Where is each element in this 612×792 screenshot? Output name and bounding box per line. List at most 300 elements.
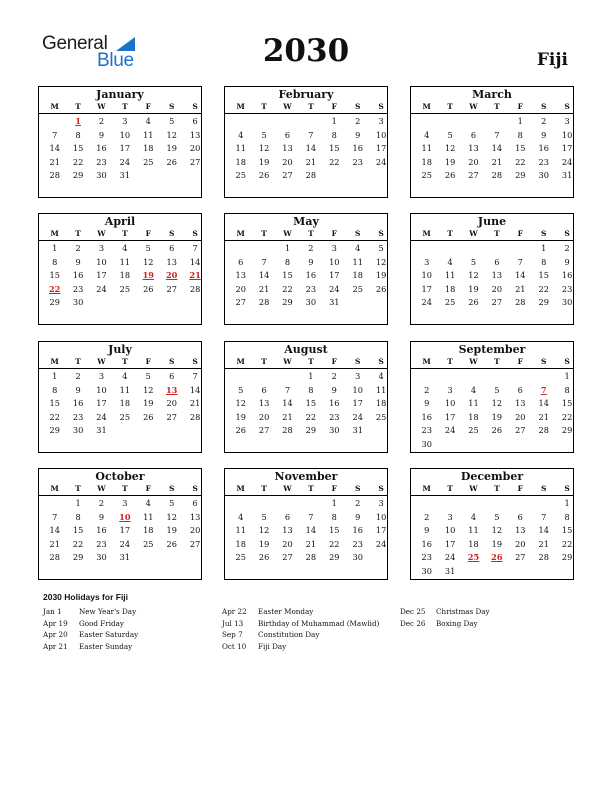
day-cell: 12 <box>491 398 503 409</box>
day-cell: 17 <box>96 398 107 409</box>
day-cell: 26 <box>491 425 503 436</box>
weekday-label: T <box>494 484 500 493</box>
day-cell: 4 <box>355 243 361 253</box>
day-cell: 15 <box>538 270 549 281</box>
day-cell: 9 <box>564 256 570 267</box>
day-cell: 9 <box>541 129 547 140</box>
weekday-label: S <box>168 229 175 238</box>
day-cell: 24 <box>96 411 107 422</box>
holiday-day-cell: 10 <box>119 511 131 522</box>
day-cell: 6 <box>517 511 523 522</box>
day-cell: 3 <box>98 243 105 253</box>
day-cell: 21 <box>258 283 270 294</box>
day-cell: 7 <box>52 129 58 140</box>
weekday-label: T <box>261 102 267 111</box>
day-cell: 18 <box>143 525 154 536</box>
day-cell: 5 <box>494 511 500 522</box>
day-cell: 10 <box>352 384 363 395</box>
day-cell: 17 <box>119 525 131 536</box>
day-cell: 14 <box>515 270 526 281</box>
day-cell: 10 <box>375 511 387 522</box>
day-cell: 10 <box>329 256 340 267</box>
day-cell: 8 <box>331 129 337 140</box>
day-cell: 15 <box>49 398 60 409</box>
holiday-name: New Year's Day <box>79 607 137 616</box>
day-cell: 25 <box>143 538 154 549</box>
day-cell: 12 <box>258 143 270 154</box>
day-cell: 4 <box>470 511 477 522</box>
month-title: February <box>278 88 334 101</box>
day-cell: 3 <box>98 371 105 381</box>
day-cell: 9 <box>75 256 81 267</box>
weekday-label: F <box>331 357 337 366</box>
day-cell: 28 <box>49 170 60 181</box>
day-cell: 11 <box>235 525 246 536</box>
weekday-label: T <box>122 484 128 493</box>
day-cell: 2 <box>75 371 81 381</box>
day-cell: 3 <box>564 116 570 126</box>
day-cell: 25 <box>119 411 131 422</box>
weekday-label: T <box>447 357 453 366</box>
weekday-label: F <box>517 229 523 238</box>
day-cell: 26 <box>258 170 270 181</box>
day-cell: 2 <box>355 498 361 508</box>
day-cell: 12 <box>143 384 154 395</box>
month-may <box>224 213 388 325</box>
day-cell: 29 <box>72 170 84 181</box>
holiday-name: Boxing Day <box>436 618 478 628</box>
day-cell: 18 <box>375 398 387 409</box>
day-cell: 14 <box>491 143 503 154</box>
day-cell: 16 <box>305 270 317 281</box>
day-cell: 4 <box>447 256 453 267</box>
month-september <box>410 341 574 453</box>
day-cell: 29 <box>515 170 526 181</box>
month-february <box>224 86 388 198</box>
weekday-label: T <box>75 229 81 238</box>
weekday-label: S <box>564 102 570 111</box>
weekday-label: T <box>494 229 500 238</box>
day-cell: 16 <box>421 411 432 422</box>
day-cell: 18 <box>421 156 432 167</box>
weekday-label: S <box>168 102 175 111</box>
day-cell: 8 <box>308 384 314 395</box>
day-cell: 1 <box>308 371 314 381</box>
month-title: November <box>274 470 338 483</box>
day-cell: 17 <box>119 143 131 154</box>
day-cell: 22 <box>72 156 84 167</box>
day-cell: 13 <box>491 270 503 281</box>
calendar-year: 2030 <box>262 33 350 69</box>
weekday-label: S <box>192 484 198 493</box>
day-cell: 30 <box>421 439 432 449</box>
day-cell: 14 <box>305 525 317 536</box>
day-cell: 13 <box>189 129 201 140</box>
weekday-label: T <box>447 484 453 493</box>
day-cell: 20 <box>515 538 526 549</box>
day-cell: 27 <box>189 156 201 167</box>
weekday-label: T <box>494 357 500 366</box>
month-title: April <box>104 215 136 228</box>
holiday-date: Apr 20 <box>43 630 68 639</box>
day-cell: 10 <box>561 129 573 140</box>
day-cell: 19 <box>235 411 246 422</box>
day-cell: 17 <box>444 538 456 549</box>
day-cell: 9 <box>424 525 430 536</box>
day-cell: 22 <box>329 538 340 549</box>
day-cell: 8 <box>52 256 58 267</box>
day-cell: 9 <box>98 129 105 140</box>
day-cell: 18 <box>119 398 131 409</box>
day-cell: 30 <box>96 170 107 181</box>
day-cell: 28 <box>189 411 201 422</box>
day-cell: 27 <box>235 297 246 308</box>
weekday-label: M <box>50 484 59 493</box>
day-cell: 27 <box>189 538 201 549</box>
weekday-label: W <box>283 484 292 493</box>
day-cell: 11 <box>143 511 154 522</box>
weekday-label: T <box>122 357 128 366</box>
day-cell: 4 <box>122 371 128 381</box>
day-cell: 18 <box>468 411 479 422</box>
day-cell: 25 <box>421 170 432 181</box>
day-cell: 14 <box>258 270 270 281</box>
day-cell: 24 <box>421 297 432 308</box>
weekday-label: W <box>97 229 106 238</box>
day-cell: 30 <box>352 552 363 563</box>
day-cell: 27 <box>166 283 177 294</box>
day-cell: 27 <box>282 170 293 181</box>
weekday-header <box>411 356 573 369</box>
month-december <box>410 468 574 580</box>
day-cell: 13 <box>258 398 270 409</box>
day-cell: 11 <box>375 384 387 395</box>
day-cell: 3 <box>122 498 128 508</box>
day-cell: 31 <box>444 566 456 576</box>
holiday-name: Good Friday <box>79 618 124 628</box>
day-cell: 29 <box>49 425 60 436</box>
day-cell: 2 <box>541 116 547 126</box>
day-cell: 28 <box>49 552 60 563</box>
day-cell: 5 <box>470 256 477 267</box>
day-cell: 13 <box>282 143 293 154</box>
day-cell: 23 <box>96 538 107 549</box>
day-cell: 2 <box>98 498 105 508</box>
day-cell: 19 <box>491 538 503 549</box>
weekday-label: F <box>145 229 151 238</box>
day-cell: 6 <box>192 498 198 508</box>
day-cell: 27 <box>515 552 526 563</box>
day-cell: 20 <box>258 411 270 422</box>
day-cell: 1 <box>331 498 337 508</box>
day-cell: 13 <box>282 525 293 536</box>
day-cell: 24 <box>329 283 340 294</box>
day-cell: 13 <box>515 398 526 409</box>
day-cell: 28 <box>258 297 270 308</box>
day-cell: 28 <box>282 425 293 436</box>
day-cell: 27 <box>166 411 177 422</box>
month-title: July <box>108 343 132 356</box>
day-cell: 1 <box>564 498 570 508</box>
day-cell: 17 <box>329 270 340 281</box>
weekday-label: S <box>378 357 384 366</box>
day-cell: 13 <box>189 511 201 522</box>
day-cell: 11 <box>143 129 154 140</box>
weekday-label: T <box>75 484 81 493</box>
day-cell: 5 <box>447 129 453 140</box>
day-cell: 21 <box>491 156 503 167</box>
day-cell: 2 <box>564 243 570 253</box>
day-cell: 29 <box>49 297 60 308</box>
weekday-label: W <box>469 357 478 366</box>
day-cell: 21 <box>538 411 549 422</box>
day-cell: 28 <box>189 283 201 294</box>
weekday-label: T <box>261 484 267 493</box>
day-cell: 26 <box>258 552 270 563</box>
weekday-label: F <box>517 484 523 493</box>
weekday-header <box>39 356 201 369</box>
day-cell: 15 <box>329 143 340 154</box>
holiday-day-cell: 20 <box>165 270 178 281</box>
day-cell: 8 <box>75 511 81 522</box>
holiday-name: Easter Sunday <box>79 641 133 651</box>
weekday-label: T <box>308 102 314 111</box>
day-cell: 1 <box>517 116 523 126</box>
day-cell: 17 <box>561 143 573 154</box>
day-cell: 2 <box>424 511 430 522</box>
day-cell: 1 <box>52 243 58 253</box>
day-cell: 24 <box>119 156 131 167</box>
day-cell: 22 <box>538 283 549 294</box>
day-cell: 25 <box>468 425 479 436</box>
month-march <box>410 86 574 198</box>
day-cell: 19 <box>166 143 177 154</box>
weekday-label: S <box>540 357 547 366</box>
weekday-label: M <box>236 484 245 493</box>
day-cell: 4 <box>145 116 151 126</box>
day-cell: 31 <box>96 425 107 436</box>
day-cell: 3 <box>378 116 384 126</box>
day-cell: 2 <box>75 243 81 253</box>
day-cell: 29 <box>282 297 293 308</box>
day-cell: 14 <box>49 143 60 154</box>
holiday-day-cell: 1 <box>75 116 81 126</box>
weekday-label: F <box>145 102 151 111</box>
day-cell: 4 <box>145 498 151 508</box>
day-cell: 13 <box>468 143 479 154</box>
day-cell: 16 <box>561 270 573 281</box>
day-cell: 2 <box>331 371 337 381</box>
day-cell: 27 <box>491 297 503 308</box>
day-cell: 25 <box>119 283 131 294</box>
weekday-label: T <box>261 229 267 238</box>
day-cell: 7 <box>192 243 198 253</box>
day-cell: 12 <box>444 143 456 154</box>
day-cell: 28 <box>538 425 549 436</box>
day-cell: 22 <box>49 411 60 422</box>
day-cell: 9 <box>331 384 337 395</box>
day-cell: 5 <box>238 384 244 395</box>
day-cell: 20 <box>491 283 503 294</box>
holiday-date: Apr 21 <box>43 641 68 651</box>
day-cell: 23 <box>72 411 84 422</box>
weekday-label: T <box>122 102 128 111</box>
day-cell: 20 <box>468 156 479 167</box>
day-cell: 3 <box>355 371 361 381</box>
day-cell: 14 <box>538 525 549 536</box>
day-cell: 23 <box>421 552 432 563</box>
day-cell: 31 <box>352 425 363 436</box>
day-cell: 13 <box>235 270 246 281</box>
month-title: August <box>284 343 328 356</box>
day-cell: 26 <box>143 411 154 422</box>
holiday-name: Fiji Day <box>258 641 287 651</box>
weekday-label: F <box>517 102 523 111</box>
weekday-label: F <box>145 484 151 493</box>
weekday-label: M <box>236 357 245 366</box>
day-cell: 8 <box>541 256 547 267</box>
day-cell: 17 <box>96 270 107 281</box>
day-cell: 11 <box>444 270 456 281</box>
day-cell: 20 <box>235 283 246 294</box>
day-cell: 9 <box>308 256 314 267</box>
day-cell: 6 <box>494 256 500 267</box>
day-cell: 1 <box>541 243 547 253</box>
weekday-label: S <box>378 102 384 111</box>
day-cell: 19 <box>143 398 154 409</box>
weekday-label: W <box>97 357 106 366</box>
day-cell: 1 <box>331 116 337 126</box>
day-cell: 17 <box>352 398 363 409</box>
day-cell: 20 <box>282 538 293 549</box>
day-cell: 21 <box>282 411 293 422</box>
day-cell: 17 <box>375 525 387 536</box>
day-cell: 12 <box>166 129 177 140</box>
day-cell: 29 <box>561 425 573 436</box>
weekday-label: W <box>283 357 292 366</box>
day-cell: 5 <box>494 384 500 395</box>
weekday-label: S <box>168 484 175 493</box>
weekday-label: S <box>540 229 547 238</box>
day-cell: 27 <box>258 425 270 436</box>
day-cell: 15 <box>561 525 573 536</box>
day-cell: 2 <box>424 384 430 395</box>
weekday-header <box>225 101 387 114</box>
weekday-label: T <box>494 102 500 111</box>
day-cell: 1 <box>52 371 58 381</box>
day-cell: 28 <box>305 552 317 563</box>
month-title: December <box>460 470 524 483</box>
weekday-label: T <box>75 102 81 111</box>
day-cell: 6 <box>192 116 198 126</box>
weekday-label: S <box>192 102 198 111</box>
day-cell: 22 <box>305 411 317 422</box>
brand-name-blue: Blue <box>97 50 134 71</box>
day-cell: 23 <box>561 283 573 294</box>
day-cell: 29 <box>72 552 84 563</box>
day-cell: 30 <box>305 297 317 308</box>
day-cell: 1 <box>284 243 291 253</box>
day-cell: 31 <box>329 297 340 308</box>
holiday-date: Sep 7 <box>222 630 243 639</box>
day-cell: 18 <box>235 538 246 549</box>
day-cell: 12 <box>143 256 154 267</box>
day-cell: 25 <box>444 297 456 308</box>
day-cell: 16 <box>538 143 549 154</box>
holiday-day-cell: 19 <box>142 270 154 281</box>
country-name: Fiji <box>536 50 568 70</box>
holiday-date: Oct 10 <box>222 641 247 651</box>
holiday-day-cell: 7 <box>540 384 547 395</box>
holiday-date: Dec 26 <box>400 618 426 628</box>
weekday-header <box>39 483 201 496</box>
weekday-label: T <box>308 484 314 493</box>
day-cell: 20 <box>189 143 201 154</box>
day-cell: 26 <box>166 156 177 167</box>
day-cell: 5 <box>145 371 151 381</box>
day-cell: 7 <box>308 511 314 522</box>
holiday-day-cell: 13 <box>165 384 178 395</box>
day-cell: 31 <box>119 170 131 181</box>
day-cell: 14 <box>305 143 317 154</box>
day-cell: 19 <box>444 156 456 167</box>
day-cell: 11 <box>352 256 363 267</box>
day-cell: 21 <box>538 538 549 549</box>
day-cell: 5 <box>261 129 267 140</box>
day-cell: 3 <box>378 498 384 508</box>
weekday-label: W <box>283 102 292 111</box>
day-cell: 23 <box>305 283 317 294</box>
day-cell: 14 <box>538 398 549 409</box>
day-cell: 11 <box>119 256 131 267</box>
day-cell: 30 <box>329 425 340 436</box>
day-cell: 8 <box>517 129 523 140</box>
day-cell: 29 <box>561 552 573 563</box>
day-cell: 15 <box>515 143 526 154</box>
day-cell: 24 <box>375 538 387 549</box>
day-cell: 21 <box>49 156 60 167</box>
day-cell: 22 <box>561 538 573 549</box>
day-cell: 2 <box>355 116 361 126</box>
day-cell: 18 <box>235 156 246 167</box>
day-cell: 30 <box>538 170 549 181</box>
day-cell: 26 <box>143 283 154 294</box>
day-cell: 15 <box>72 525 84 536</box>
day-cell: 15 <box>561 398 573 409</box>
weekday-label: S <box>564 357 570 366</box>
day-cell: 25 <box>143 156 154 167</box>
holiday-date: Jul 13 <box>222 618 244 628</box>
weekday-label: S <box>192 229 198 238</box>
weekday-label: F <box>331 102 337 111</box>
weekday-label: F <box>331 484 337 493</box>
day-cell: 28 <box>305 170 317 181</box>
weekday-header <box>39 228 201 241</box>
weekday-label: T <box>447 229 453 238</box>
day-cell: 18 <box>143 143 154 154</box>
day-cell: 22 <box>72 538 84 549</box>
day-cell: 21 <box>49 538 60 549</box>
day-cell: 12 <box>468 270 479 281</box>
day-cell: 11 <box>119 384 131 395</box>
day-cell: 20 <box>282 156 293 167</box>
day-cell: 16 <box>352 525 363 536</box>
day-cell: 14 <box>282 398 293 409</box>
day-cell: 17 <box>444 411 456 422</box>
day-cell: 24 <box>444 552 456 563</box>
weekday-label: M <box>50 102 59 111</box>
month-title: January <box>96 88 144 101</box>
